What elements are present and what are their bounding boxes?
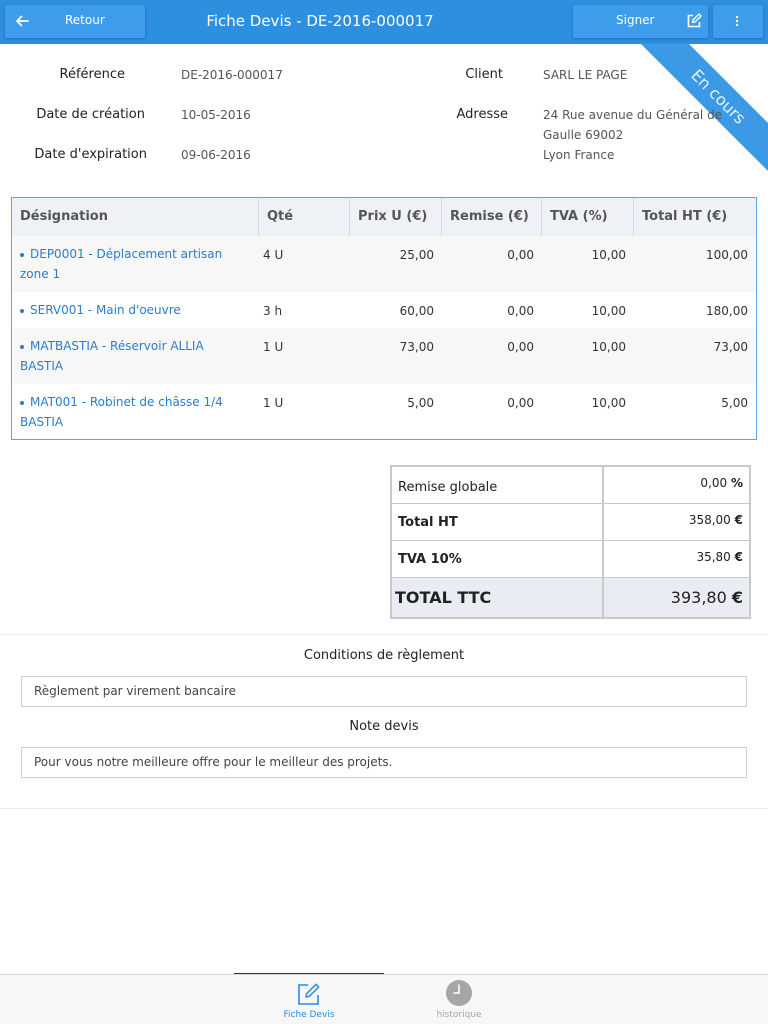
totals-table	[390, 465, 751, 619]
bullet-icon	[20, 253, 24, 257]
divider	[0, 808, 768, 809]
expiration-date-label: Date d'expiration	[34, 147, 147, 162]
row-vat: 10,00	[591, 396, 626, 410]
row-vat: 10,00	[591, 248, 626, 262]
arrow-left-icon	[14, 13, 30, 29]
table-row[interactable]	[12, 384, 756, 439]
payment-conditions-title: Conditions de règlement	[303, 648, 465, 663]
column-header-unit-price[interactable]: Prix U (€)	[350, 198, 442, 236]
table-row[interactable]	[12, 236, 756, 292]
currency-symbol: €	[734, 550, 743, 564]
designation-line-1: DEP0001 - Déplacement artisan	[30, 247, 223, 261]
status-ribbon	[608, 44, 768, 204]
tab-historique[interactable]	[384, 975, 534, 1024]
currency-symbol: €	[734, 513, 743, 527]
column-header-designation[interactable]: Désignation	[12, 198, 259, 236]
address-line-1: 24 Rue avenue du Général de	[543, 108, 723, 122]
total-ttc-cell	[606, 578, 749, 617]
quote-lines-table	[11, 197, 757, 440]
payment-conditions-field[interactable]: Règlement par virement bancaire	[21, 676, 747, 707]
address-line-2: Gaulle 69002	[543, 128, 624, 142]
vat-label: TVA 10%	[392, 541, 604, 577]
row-price: 25,00	[399, 248, 434, 262]
address-label: Adresse	[456, 107, 508, 122]
table-row[interactable]	[12, 292, 756, 328]
divider	[0, 634, 768, 635]
edit-icon	[296, 981, 322, 1007]
more-menu-button[interactable]	[713, 5, 763, 38]
tab-fiche-devis[interactable]	[234, 975, 384, 1024]
client-label: Client	[465, 67, 503, 82]
back-button-label: Retour	[65, 13, 105, 27]
status-ribbon-label: En cours	[635, 44, 768, 180]
row-designation[interactable]	[20, 300, 240, 320]
row-designation[interactable]	[20, 336, 240, 376]
back-button[interactable]	[5, 5, 145, 38]
tab-label: Fiche Devis	[283, 1010, 335, 1020]
row-discount: 0,00	[507, 396, 534, 410]
reference-value: DE-2016-000017	[181, 68, 283, 82]
row-total: 5,00	[721, 396, 748, 410]
row-qty: 3 h	[263, 304, 283, 318]
row-designation[interactable]	[20, 392, 240, 432]
row-price: 5,00	[407, 396, 434, 410]
expiration-date-value: 09-06-2016	[181, 148, 251, 162]
total-ht-label: Total HT	[392, 504, 604, 540]
total-ht-row	[392, 504, 749, 541]
bullet-icon	[20, 309, 24, 313]
edit-icon[interactable]	[686, 13, 702, 29]
bullet-icon	[20, 345, 24, 349]
currency-symbol: €	[731, 588, 743, 607]
row-total: 180,00	[706, 304, 748, 318]
global-discount-row	[392, 467, 749, 504]
row-discount: 0,00	[507, 304, 534, 318]
more-vertical-icon	[735, 15, 739, 27]
bullet-icon	[20, 401, 24, 405]
total-ht-cell	[606, 504, 749, 540]
column-header-discount[interactable]: Remise (€)	[442, 198, 542, 236]
global-discount-cell[interactable]	[606, 467, 749, 503]
designation-line-1: SERV001 - Main d'oeuvre	[30, 303, 181, 317]
row-qty: 1 U	[263, 340, 284, 354]
designation-line-2: zone 1	[20, 267, 61, 281]
quote-note-field[interactable]: Pour vous notre meilleure offre pour le meilleur des projets.	[21, 747, 747, 778]
row-price: 60,00	[399, 304, 434, 318]
designation-line-2: BASTIA	[20, 359, 64, 373]
total-ttc-label: TOTAL TTC	[392, 578, 604, 617]
creation-date-label: Date de création	[36, 107, 145, 122]
total-ht-value: 358,00	[688, 513, 731, 527]
sign-button[interactable]	[573, 5, 708, 38]
row-total: 100,00	[706, 248, 748, 262]
row-designation[interactable]	[20, 244, 240, 284]
designation-line-1: MAT001 - Robinet de châsse 1/4	[30, 395, 223, 409]
row-total: 73,00	[713, 340, 748, 354]
total-ttc-value: 393,80	[670, 588, 727, 607]
designation-line-2: BASTIA	[20, 415, 64, 429]
quote-note-title: Note devis	[349, 719, 419, 734]
vat-cell	[606, 541, 749, 577]
column-header-vat[interactable]: TVA (%)	[542, 198, 634, 236]
column-header-total-ht[interactable]: Total HT (€)	[642, 209, 728, 224]
row-vat: 10,00	[591, 304, 626, 318]
row-qty: 1 U	[263, 396, 284, 410]
sign-button-label: Signer	[616, 13, 655, 27]
vat-value: 35,80	[696, 550, 731, 564]
table-header	[12, 198, 756, 236]
designation-line-1: MATBASTIA - Réservoir ALLIA	[30, 339, 204, 353]
row-price: 73,00	[399, 340, 434, 354]
global-discount-label: Remise globale	[392, 467, 604, 503]
tab-label: historique	[436, 1010, 482, 1020]
row-qty: 4 U	[263, 248, 284, 262]
clock-icon	[445, 979, 473, 1007]
row-vat: 10,00	[591, 340, 626, 354]
reference-label: Référence	[59, 67, 125, 82]
creation-date-value: 10-05-2016	[181, 108, 251, 122]
row-discount: 0,00	[507, 340, 534, 354]
client-value: SARL LE PAGE	[543, 68, 628, 82]
row-discount: 0,00	[507, 248, 534, 262]
percent-unit: %	[730, 476, 743, 490]
column-header-qty[interactable]: Qté	[259, 198, 350, 236]
address-line-3: Lyon France	[543, 148, 615, 162]
vat-row	[392, 541, 749, 578]
page-title: Fiche Devis - DE-2016-000017	[206, 12, 434, 30]
top-app-bar	[0, 0, 768, 44]
bottom-tab-bar	[0, 974, 768, 1024]
table-row[interactable]	[12, 328, 756, 384]
global-discount-value: 0,00	[700, 476, 728, 490]
total-ttc-row	[392, 578, 749, 617]
